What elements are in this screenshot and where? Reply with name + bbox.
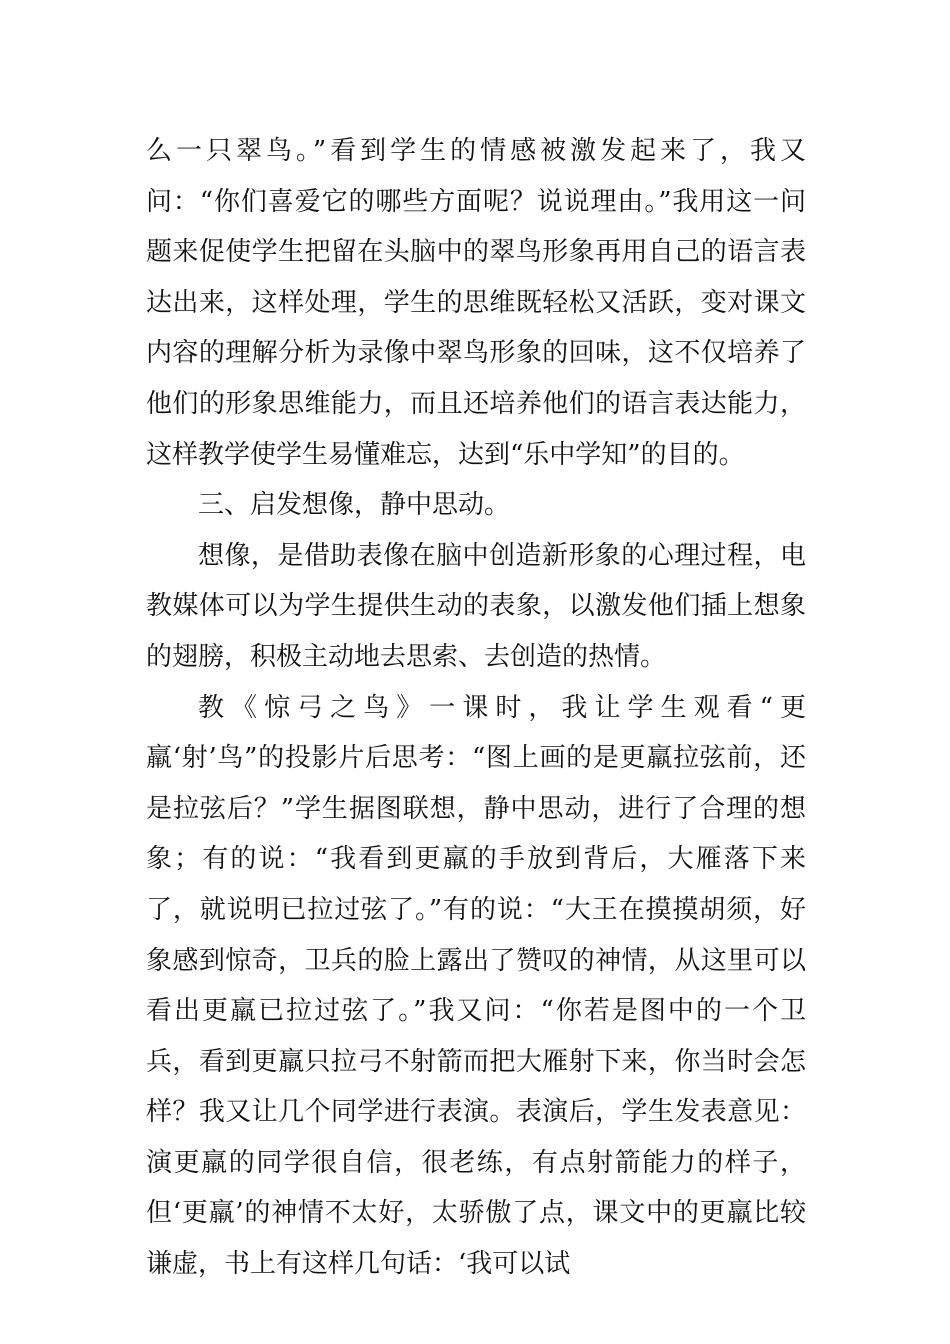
section-heading: 三、启发想像，静中思动。 xyxy=(198,490,511,521)
body-text xyxy=(146,126,806,1290)
paragraph-3: 教《惊弓之鸟》一课时，我让学生观看“更羸‘射’鸟”的投影片后思考：“图上画的是更羸拉弦前，还是拉弦后？”学生据图联想，静中思动，进行了合理的想象；有的说：“我看到更羸的手放到背后，大雁落下来了，就说明已拉过弦了。”有的说：“大王在摸摸胡须，好象感到惊奇，卫兵的脸上露出了赞叹的神情，从这里可以看出更羸已拉过弦了。”我又问：“你若是图中的一个卫兵，看到更羸只拉弓不射箭而把大雁射下来，你当时会怎样？我又让几个同学进行表演。表演后，学生发表意见：演更羸的同学很自信，很老练，有点射箭能力的样子，但‘更羸’的神情不太好，太骄傲了点，课文中的更羸比较谦虚，书上有这样几句话：‘我可以试 xyxy=(146,692,806,1280)
paragraph-1: 么一只翠鸟。”看到学生的情感被激发起来了，我又问：“你们喜爱它的哪些方面呢？说说理由。”我用这一问题来促使学生把留在头脑中的翠鸟形象再用自己的语言表达出来，这样处理，学生的思维既轻松又活跃，变对课文内容的理解分析为录像中翠鸟形象的回味，这不仅培养了他们的形象思维能力，而且还培养他们的语言表达能力，这样教学使学生易懂难忘，达到“乐中学知”的目的。 xyxy=(146,136,806,470)
paragraph-2: 想像，是借助表像在脑中创造新形象的心理过程，电教媒体可以为学生提供生动的表象，以激发他们插上想象的翅膀，积极主动地去思索、去创造的热情。 xyxy=(146,540,806,672)
